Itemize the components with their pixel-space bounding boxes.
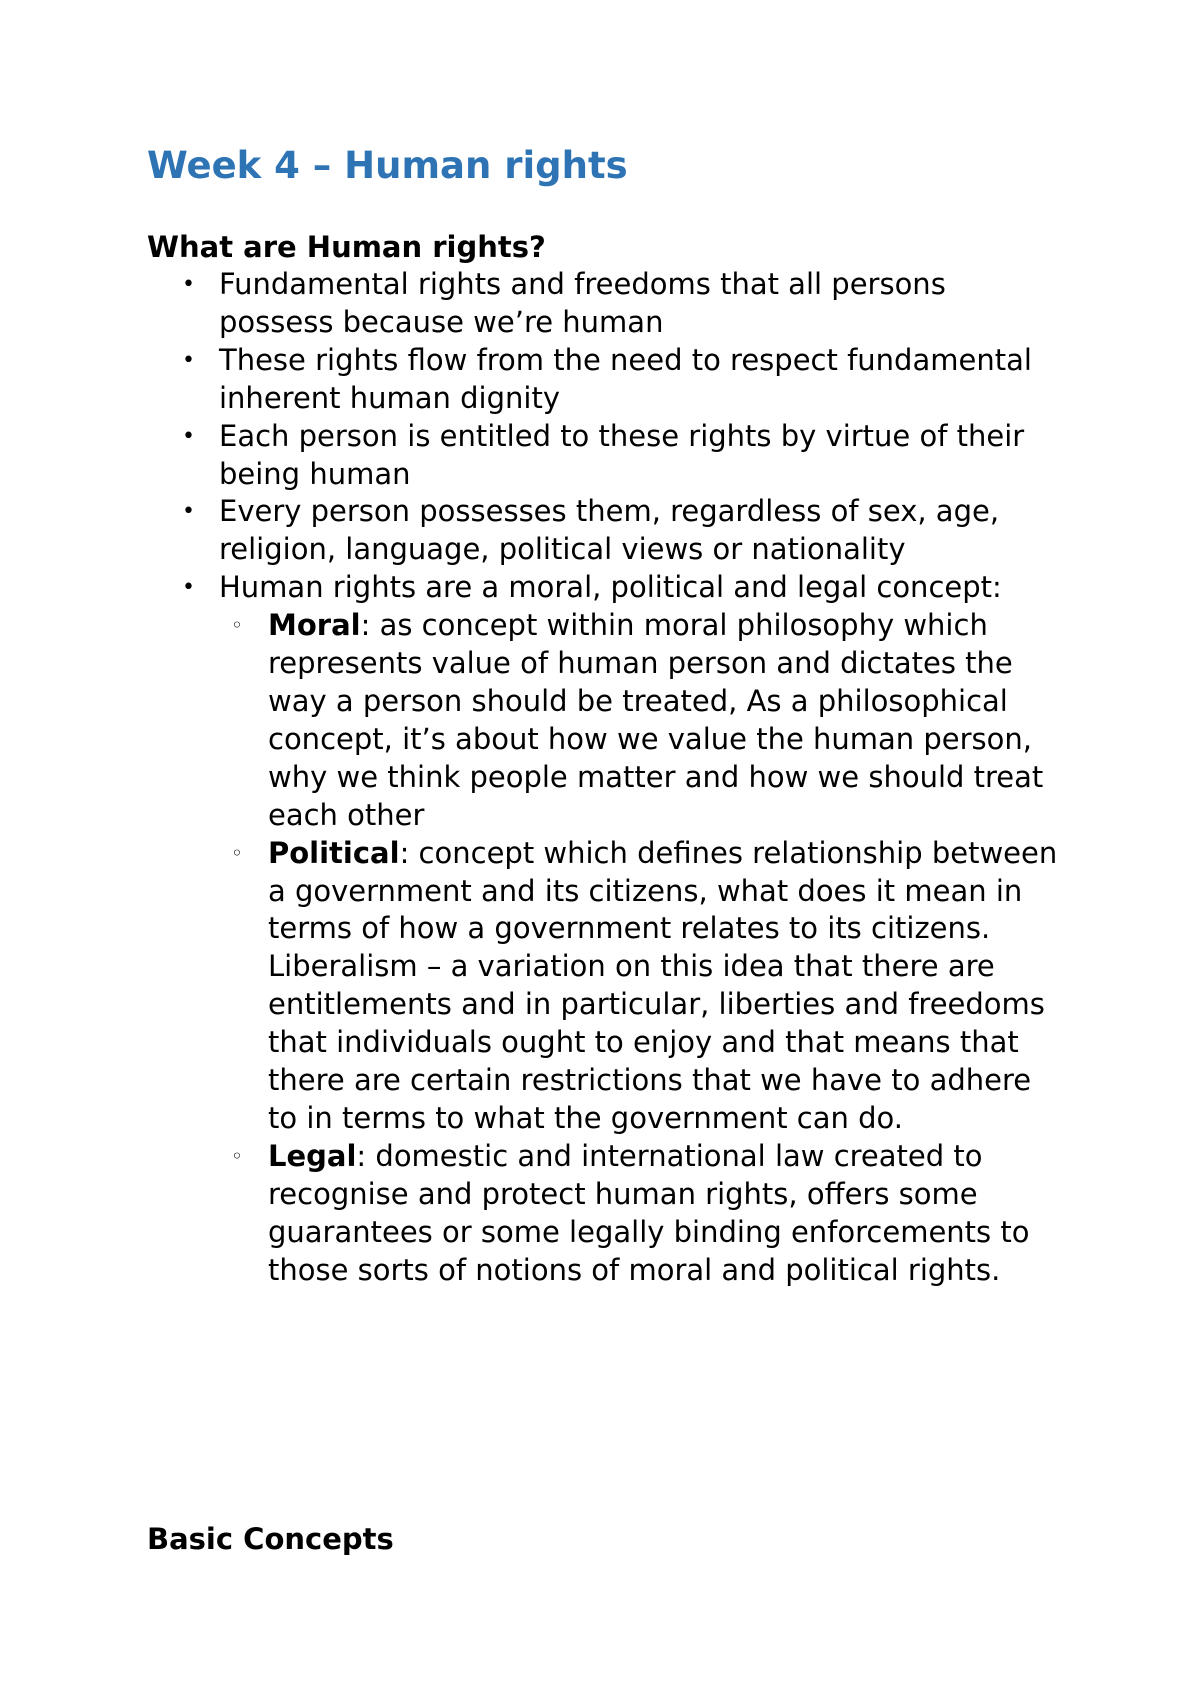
concept-item-moral [219,607,1067,834]
sub-bullet-icon: ◦ [231,840,243,865]
concept-description: : domestic and international law created to recognise and protect human rights, offers some guarantees or some legally binding enforcements to those sorts of notions of moral and political rights. [268,1138,1030,1287]
list-item [147,266,1067,342]
concept-term: Legal [268,1138,357,1173]
concept-term: Political [268,835,400,870]
bullet-icon: • [182,575,195,601]
list-item [147,418,1067,494]
section-heading-basic-concepts: Basic Concepts [147,1522,394,1556]
concept-sub-list [219,607,1067,1289]
list-item-text: Every person possesses them, regardless of sex, age, religion, language, political views or nationality [219,494,1000,567]
human-rights-bullet-list [147,266,1067,1289]
list-item-text: Each person is entitled to these rights by virtue of their being human [219,418,1025,491]
page-title: Week 4 – Human rights [147,144,628,187]
bullet-icon: • [182,272,195,297]
bullet-icon: • [182,347,195,373]
concept-description: : concept which defines relationship between a government and its citizens, what does it mean in terms of how a government relates to its citizens. Liberalism – a variation on this idea that there are entitlements and in particular, liberties and freedoms that individuals ought to enjoy and that means that there are certain restrictions that we have to adhere to in terms to what the government can do. [268,835,1058,1135]
sub-bullet-icon: ◦ [231,613,243,638]
bullet-icon: • [182,499,195,525]
list-item-text: Human rights are a moral, political and legal concept: [219,570,1002,605]
sub-bullet-icon: ◦ [231,1143,243,1168]
section-heading-what-are-human-rights: What are Human rights? [147,230,546,264]
list-item [147,569,1067,1289]
concept-item-political [219,835,1067,1138]
concept-item-legal [219,1138,1067,1290]
concept-description: : as concept within moral philosophy which represents value of human person and dictates the way a person should be treated, As a philosophical concept, it’s about how we value the human person, why we think people matter and how we should treat each other [268,608,1044,832]
list-item [147,342,1067,418]
bullet-icon: • [182,423,195,449]
concept-term: Moral [268,608,361,643]
list-item [147,493,1067,569]
list-item-text: These rights flow from the need to respect fundamental inherent human dignity [219,342,1032,415]
list-item-text: Fundamental rights and freedoms that all persons possess because we’re human [219,267,946,339]
